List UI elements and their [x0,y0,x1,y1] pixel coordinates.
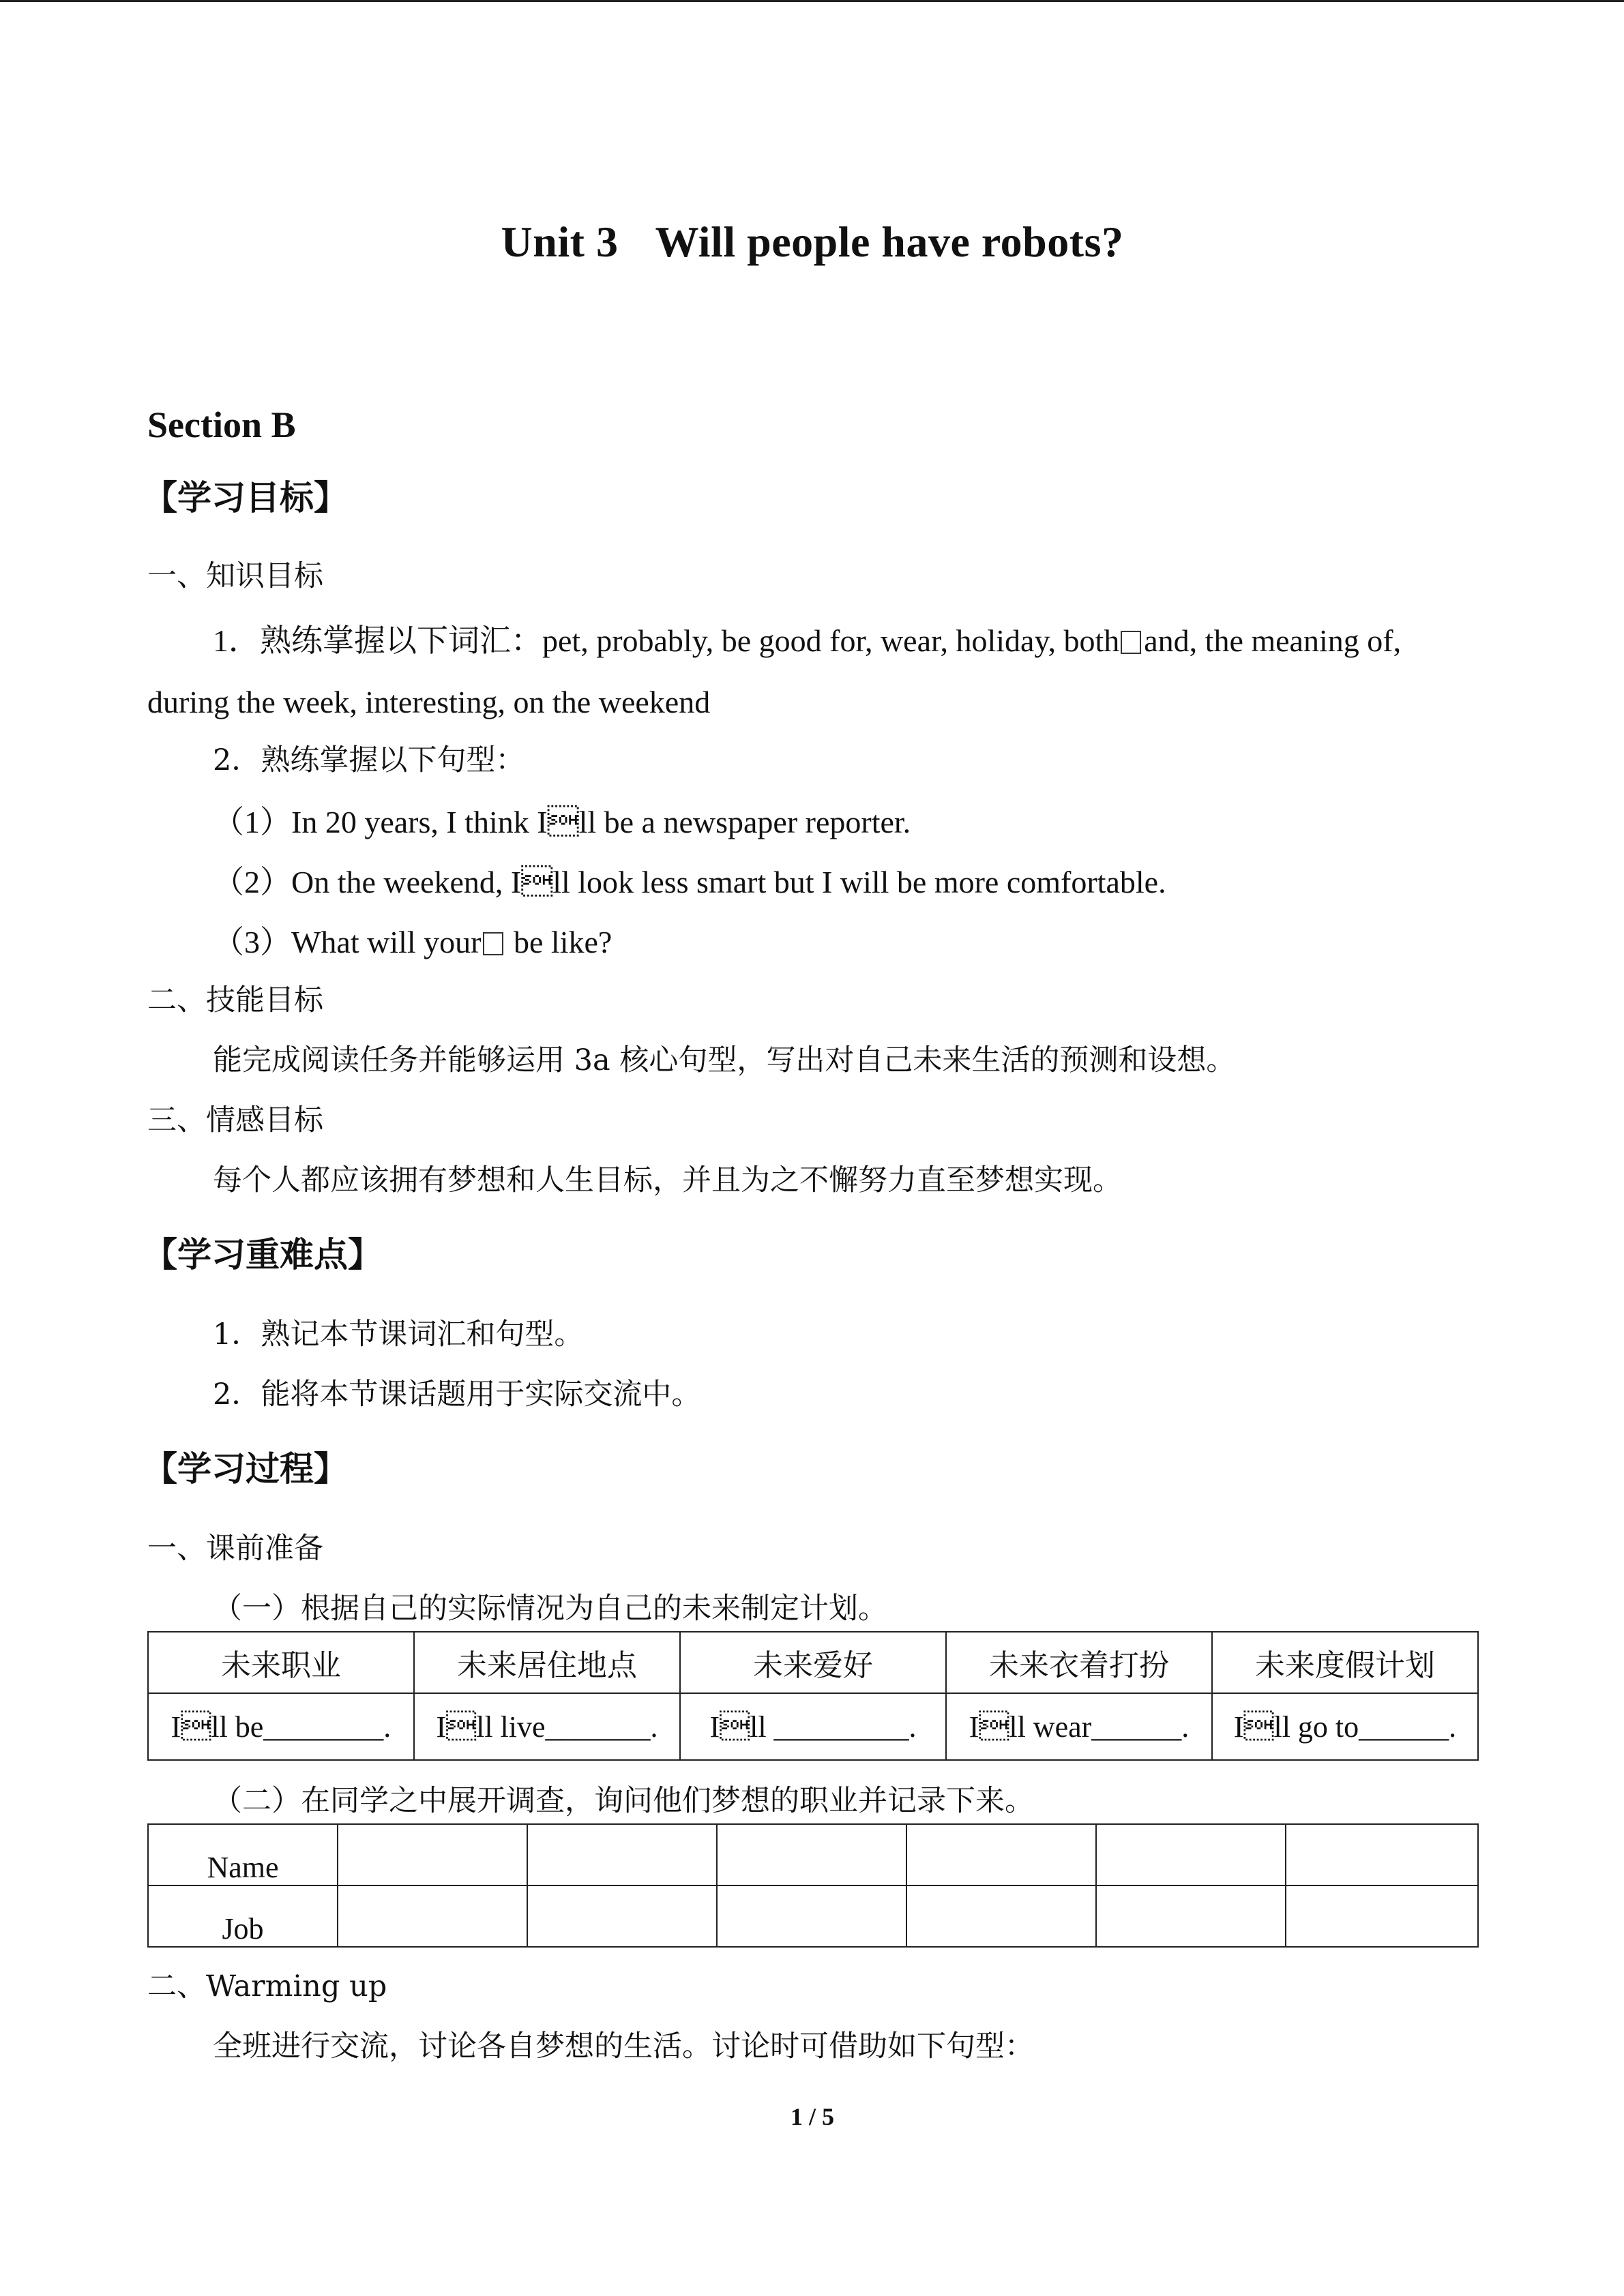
survey-label-job: Job [148,1885,338,1947]
sentence-patterns-label: 2．熟练掌握以下句型： [213,743,525,777]
survey-cell[interactable] [1096,1824,1286,1885]
survey-cell[interactable] [1286,1885,1478,1947]
plan-header-holiday: 未来度假计划 [1212,1632,1478,1693]
objectives-heading: 【学习目标】 [143,478,348,518]
plan-table [147,1631,1479,1761]
task-2: （二）在同学之中展开调查，询问他们梦想的职业并记录下来。 [213,1784,1034,1818]
key-point-2: 2．能将本节课话题用于实际交流中。 [213,1377,701,1412]
sentence-2: （2）On the weekend, Ill look less smart but I will be more comfortable. [213,865,1166,899]
survey-cell[interactable] [1286,1824,1478,1885]
survey-cell[interactable] [527,1824,717,1885]
prep-heading: 一、课前准备 [147,1532,323,1566]
survey-cell[interactable] [906,1885,1096,1947]
missing-glyph-box [1121,631,1141,654]
plan-header-hobby: 未来爱好 [680,1632,946,1693]
knowledge-heading: 一、知识目标 [147,559,323,593]
missing-glyph-box [483,932,503,955]
key-point-1: 1．熟记本节课词汇和句型。 [213,1317,584,1352]
section-label: Section B [147,404,296,445]
plan-cell-job[interactable]: Ill be________. [148,1693,414,1760]
task-1: （一）根据自己的实际情况为自己的未来制定计划。 [213,1592,887,1626]
survey-table [147,1823,1479,1948]
plan-cell-residence[interactable]: Ill live_______. [414,1693,680,1760]
sentence-1: （1）In 20 years, I think Ill be a newspaper reporter. [213,805,911,839]
skill-text: 能完成阅读任务并能够运用 3a 核心句型，写出对自己未来生活的预测和设想。 [213,1043,1236,1077]
plan-header-job: 未来职业 [148,1632,414,1693]
plan-header-residence: 未来居住地点 [414,1632,680,1693]
vocab-line-1-text: 1．熟练掌握以下词汇：pet, probably, be good for, wear, holiday, both [213,623,1120,658]
vocab-line-1-tail: and, the meaning of, [1144,623,1402,658]
page-title [147,217,1477,267]
plan-cell-holiday[interactable]: Ill go to______. [1212,1693,1478,1760]
emotion-text: 每个人都应该拥有梦想和人生目标，并且为之不懈努力直至梦想实现。 [213,1163,1122,1197]
plan-cell-hobby[interactable]: Ill _________. [680,1693,946,1760]
emotion-heading: 三、情感目标 [147,1103,323,1137]
process-heading: 【学习过程】 [143,1449,348,1489]
vocab-line-1 [213,622,1401,660]
title-question: Will people have robots? [655,218,1124,266]
vocab-line-2: during the week, interesting, on the weekend [147,685,711,719]
survey-label-name: Name [148,1824,338,1885]
survey-cell[interactable] [338,1885,527,1947]
plan-header-clothing: 未来衣着打扮 [946,1632,1212,1693]
survey-cell[interactable] [1096,1885,1286,1947]
sentence-3-end: be like? [505,925,612,959]
page-top-border [0,0,1624,2]
sentence-3 [213,923,612,961]
title-unit: Unit 3 [501,218,619,266]
survey-cell[interactable] [717,1824,906,1885]
survey-cell[interactable] [906,1824,1096,1885]
page-number: 1 / 5 [790,2103,834,2130]
key-points-heading: 【学习重难点】 [143,1235,382,1274]
survey-cell[interactable] [527,1885,717,1947]
warmup-text: 全班进行交流，讨论各自梦想的生活。讨论时可借助如下句型： [213,2029,1034,2063]
warmup-heading: 二、Warming up [147,1969,387,2003]
survey-cell[interactable] [717,1885,906,1947]
sentence-3-start: （3）What will your [213,925,482,959]
plan-cell-clothing[interactable]: Ill wear______. [946,1693,1212,1760]
survey-cell[interactable] [338,1824,527,1885]
skill-heading: 二、技能目标 [147,983,323,1017]
